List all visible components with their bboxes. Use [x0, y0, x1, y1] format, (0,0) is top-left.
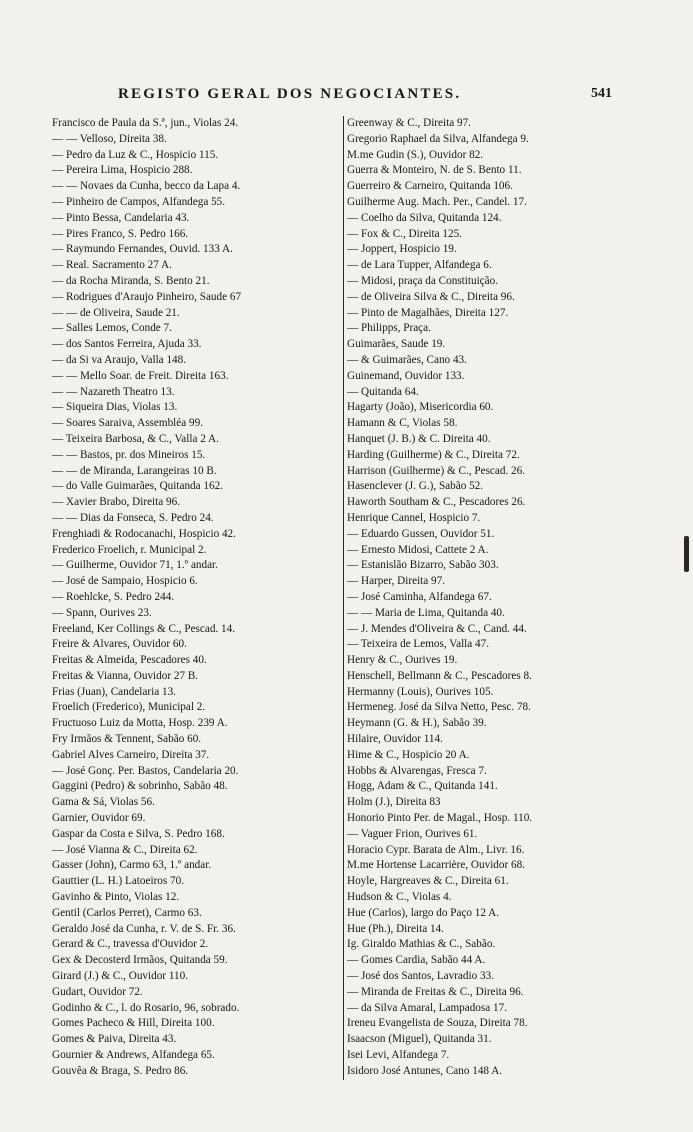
- directory-entry: Gudart, Ouvidor 72.: [52, 985, 143, 998]
- directory-entry: — dos Santos Ferreira, Ajuda 33.: [52, 338, 202, 351]
- directory-entry: Fry Irmãos & Tennent, Sabão 60.: [52, 733, 202, 746]
- directory-entry: — Rodrigues d'Araujo Pinheiro, Saude 67: [52, 290, 242, 303]
- directory-entry: — Salles Lemos, Conde 7.: [52, 322, 172, 335]
- directory-entry: — Real. Sacramento 27 A.: [52, 259, 172, 272]
- directory-entry: Gama & Sá, Violas 56.: [52, 796, 155, 809]
- directory-entry: Fructuoso Luiz da Motta, Hosp. 239 A.: [52, 717, 228, 730]
- directory-entry: Hasenclever (J. G.), Sabão 52.: [347, 480, 484, 493]
- directory-entry: — Pinheiro de Campos, Alfandega 55.: [52, 195, 226, 208]
- directory-entry: — de Lara Tupper, Alfandega 6.: [347, 259, 492, 272]
- directory-entry: Honorio Pinto Per. de Magal., Hosp. 110.: [347, 812, 533, 825]
- directory-entry: — Pires Franco, S. Pedro 166.: [52, 227, 189, 240]
- directory-entry: — José de Sampaio, Hospicio 6.: [52, 575, 198, 588]
- directory-entry: Hoyle, Hargreaves & C., Direita 61.: [347, 875, 509, 888]
- directory-entry: Garnier, Ouvidor 69.: [52, 812, 146, 825]
- directory-entry: Hobbs & Alvarengas, Fresca 7.: [347, 764, 487, 777]
- directory-entry: Isei Levi, Alfandega 7.: [347, 1049, 450, 1062]
- directory-entry: — Philipps, Praça.: [347, 322, 431, 335]
- directory-entry: Harding (Guilherme) & C., Direita 72.: [347, 448, 520, 461]
- directory-entry: Gaggini (Pedro) & sobrinho, Sabão 48.: [52, 780, 228, 793]
- directory-entry: — Soares Saraiva, Assembléa 99.: [52, 417, 203, 430]
- directory-entry: Freire & Alvares, Ouvidor 60.: [52, 638, 187, 651]
- directory-entry: — — Mello Soar. de Freit. Direita 163.: [52, 369, 229, 382]
- directory-entry: — — Velloso, Direita 38.: [52, 132, 167, 145]
- directory-entry: Frederico Froelich, r. Municipal 2.: [52, 543, 207, 556]
- directory-entry: Guerreiro & Carneiro, Quitanda 106.: [347, 180, 513, 193]
- directory-entry: — Spann, Ourives 23.: [52, 606, 152, 619]
- directory-entry: M.me Gudin (S.), Ouvidor 82.: [347, 148, 484, 161]
- directory-entry: Hermanny (Louis), Ourives 105.: [347, 685, 494, 698]
- directory-entry: — — de Oliveira, Saude 21.: [52, 306, 180, 319]
- directory-entry: Frias (Juan), Candelaria 13.: [52, 685, 176, 698]
- directory-entry: — Roehlcke, S. Pedro 244.: [52, 590, 175, 603]
- directory-entry: — Estanislão Bizarro, Sabão 303.: [347, 559, 499, 572]
- directory-entry: Gauttier (L. H.) Latoeiros 70.: [52, 875, 185, 888]
- right-column: [343, 116, 647, 1080]
- directory-entry: Gex & Decosterd Irmãos, Quitanda 59.: [52, 954, 228, 967]
- directory-entry: — — de Miranda, Larangeiras 10 B.: [52, 464, 217, 477]
- directory-entry: — José Gonç. Per. Bastos, Candelaria 20.: [52, 764, 239, 777]
- directory-entry: — Harper, Direita 97.: [347, 575, 446, 588]
- page-number: 541: [591, 86, 612, 101]
- directory-entry: Freitas & Vianna, Ouvidor 27 B.: [52, 669, 199, 682]
- directory-entry: Greenway & C., Direita 97.: [347, 117, 471, 129]
- directory-entry: Freeland, Ker Collings & C., Pescad. 14.: [52, 622, 236, 635]
- directory-entry: Gasser (John), Carmo 63, 1.º andar.: [52, 859, 212, 872]
- directory-entry: — Xavier Brabo, Direita 96.: [52, 496, 180, 509]
- directory-entry: — da Si va Araujo, Valla 148.: [52, 353, 187, 366]
- directory-entry: — Pereira Lima, Hospicio 288.: [52, 164, 193, 177]
- directory-entry: — — Novaes da Cunha, becco da Lapa 4.: [52, 180, 241, 193]
- directory-entry: — — Bastos, pr. dos Mineiros 15.: [52, 448, 206, 461]
- directory-entry: Heymann (G. & H.), Sabão 39.: [347, 717, 487, 730]
- directory-entry: — Pedro da Luz & C., Hospicio 115.: [52, 148, 219, 161]
- directory-entry: Francisco de Paula da S.ª, jun., Violas 24.: [52, 117, 239, 129]
- directory-entry: — José Caminha, Alfandega 67.: [347, 590, 492, 603]
- directory-entry: Gouvêa & Braga, S. Pedro 86.: [52, 1064, 189, 1077]
- directory-entry: Gregorio Raphael da Silva, Alfandega 9.: [347, 132, 529, 145]
- directory-entry: — Pinto de Magalhães, Direita 127.: [347, 306, 509, 319]
- directory-entry: — & Guimarães, Cano 43.: [347, 353, 467, 366]
- directory-entry: Gavinho & Pinto, Violas 12.: [52, 891, 180, 904]
- directory-entry: Gaspar da Costa e Silva, S. Pedro 168.: [52, 827, 225, 840]
- directory-entry: — José dos Santos, Lavradio 33.: [347, 970, 494, 983]
- directory-entry: — Eduardo Gussen, Ouvidor 51.: [347, 527, 495, 540]
- directory-entry: Gentil (Carlos Perret), Carmo 63.: [52, 906, 202, 919]
- directory-entry: Hogg, Adam & C., Quitanda 141.: [347, 780, 498, 793]
- directory-entry: — Teixeira Barbosa, & C., Valla 2 A.: [52, 432, 219, 445]
- directory-entry: Godinho & C., l. do Rosario, 96, sobrado.: [52, 1001, 240, 1014]
- left-column: [52, 116, 342, 1080]
- directory-entry: — da Rocha Miranda, S. Bento 21.: [52, 274, 210, 287]
- directory-entry: — — Nazareth Theatro 13.: [52, 385, 175, 398]
- page-header: [0, 86, 693, 108]
- directory-entry: — Fox & C., Direita 125.: [347, 227, 462, 240]
- directory-entry: Ig. Giraldo Mathias & C., Sabão.: [347, 938, 496, 951]
- directory-entry: — Siqueira Dias, Violas 13.: [52, 401, 178, 414]
- directory-entry: Hermeneg. José da Silva Netto, Pesc. 78.: [347, 701, 531, 714]
- directory-entry: — de Oliveira Silva & C., Direita 96.: [347, 290, 515, 303]
- directory-entry: Hudson & C., Violas 4.: [347, 891, 452, 904]
- directory-entry: Gournier & Andrews, Alfandega 65.: [52, 1049, 215, 1062]
- directory-entry: — Quitanda 64.: [347, 385, 419, 398]
- directory-entry: — — Dias da Fonseca, S. Pedro 24.: [52, 511, 214, 524]
- directory-entry: — — Maria de Lima, Quitanda 40.: [347, 606, 505, 619]
- directory-entry: Hamann & C, Violas 58.: [347, 417, 458, 430]
- directory-entry: Henry & C., Ourives 19.: [347, 654, 458, 667]
- directory-entry: — Raymundo Fernandes, Ouvid. 133 A.: [52, 243, 233, 256]
- directory-entry: Hagarty (João), Misericordia 60.: [347, 401, 494, 414]
- directory-entry: Guimarães, Saude 19.: [347, 338, 446, 351]
- directory-entry: — Teixeira de Lemos, Valla 47.: [347, 638, 490, 651]
- directory-entry: Guerra & Monteiro, N. de S. Bento 11.: [347, 164, 522, 177]
- directory-entry: Gomes Pacheco & Hill, Direita 100.: [52, 1017, 215, 1030]
- directory-entry: — Pinto Bessa, Candelaria 43.: [52, 211, 190, 224]
- directory-entry: Harrison (Guilherme) & C., Pescad. 26.: [347, 464, 526, 477]
- directory-entry: Hanquet (J. B.) & C. Direita 40.: [347, 432, 491, 445]
- directory-entry: Isaacson (Miguel), Quitanda 31.: [347, 1033, 492, 1046]
- directory-entry: Holm (J.), Direita 83: [347, 796, 441, 809]
- directory-entry: — Ernesto Midosi, Cattete 2 A.: [347, 543, 489, 556]
- directory-entry: Hue (Ph.), Direita 14.: [347, 922, 444, 935]
- directory-entry: Guilherme Aug. Mach. Per., Candel. 17.: [347, 195, 527, 208]
- directory-entry: — Joppert, Hospicio 19.: [347, 243, 457, 256]
- directory-entry: — J. Mendes d'Oliveira & C., Cand. 44.: [347, 622, 527, 635]
- directory-entry: Geraldo José da Cunha, r. V. de S. Fr. 36.: [52, 922, 236, 935]
- directory-entry: — José Vianna & C., Direita 62.: [52, 843, 198, 856]
- directory-entry: Hilaire, Ouvidor 114.: [347, 733, 443, 746]
- directory-entry: — da Silva Amaral, Lampadosa 17.: [347, 1001, 508, 1014]
- directory-entry: Guinemand, Ouvidor 133.: [347, 369, 465, 382]
- directory-entry: Ireneu Evangelista de Souza, Direita 78.: [347, 1017, 528, 1030]
- directory-entry: Gerard & C., travessa d'Ouvidor 2.: [52, 938, 209, 951]
- directory-entry: M.me Hortense Lacarrière, Ouvidor 68.: [347, 859, 526, 872]
- directory-entry: Girard (J.) & C., Ouvidor 110.: [52, 970, 188, 983]
- directory-entry: Hue (Carlos), largo do Paço 12 A.: [347, 906, 500, 919]
- directory-entry: — Gomes Cardia, Sabão 44 A.: [347, 954, 486, 967]
- directory-entry: Gomes & Paiva, Direita 43.: [52, 1033, 177, 1046]
- directory-entry: Froelich (Frederico), Municipal 2.: [52, 701, 206, 714]
- page-title: REGISTO GERAL DOS NEGOCIANTES.: [118, 86, 462, 102]
- directory-entry: — do Valle Guimarães, Quitanda 162.: [52, 480, 223, 493]
- directory-entry: Horacio Cypr. Barata de Alm., Livr. 16.: [347, 843, 525, 856]
- directory-entry: — Vaguer Frion, Ourives 61.: [347, 827, 478, 840]
- directory-entry: Henschell, Bellmann & C., Pescadores 8.: [347, 669, 532, 682]
- directory-entry: — Midosi, praça da Constituição.: [347, 274, 499, 287]
- directory-entry: Hime & C., Hospicio 20 A.: [347, 748, 470, 761]
- directory-entry: Isidoro José Antunes, Cano 148 A.: [347, 1064, 503, 1077]
- directory-entry: Freitas & Almeida, Pescadores 40.: [52, 654, 207, 667]
- edge-mark: [684, 536, 689, 572]
- directory-entry: — Guilherme, Ouvidor 71, 1.º andar.: [52, 559, 218, 572]
- directory-entry: Henrique Cannel, Hospicio 7.: [347, 511, 481, 524]
- directory-entry: — Coelho da Silva, Quitanda 124.: [347, 211, 502, 224]
- directory-entry: Frenghiadi & Rodocanachi, Hospicio 42.: [52, 527, 236, 540]
- directory-entry: — Miranda de Freitas & C., Direita 96.: [347, 985, 524, 998]
- directory-entry: Gabriel Alves Carneiro, Direita 37.: [52, 748, 210, 761]
- directory-entry: Haworth Southam & C., Pescadores 26.: [347, 496, 526, 509]
